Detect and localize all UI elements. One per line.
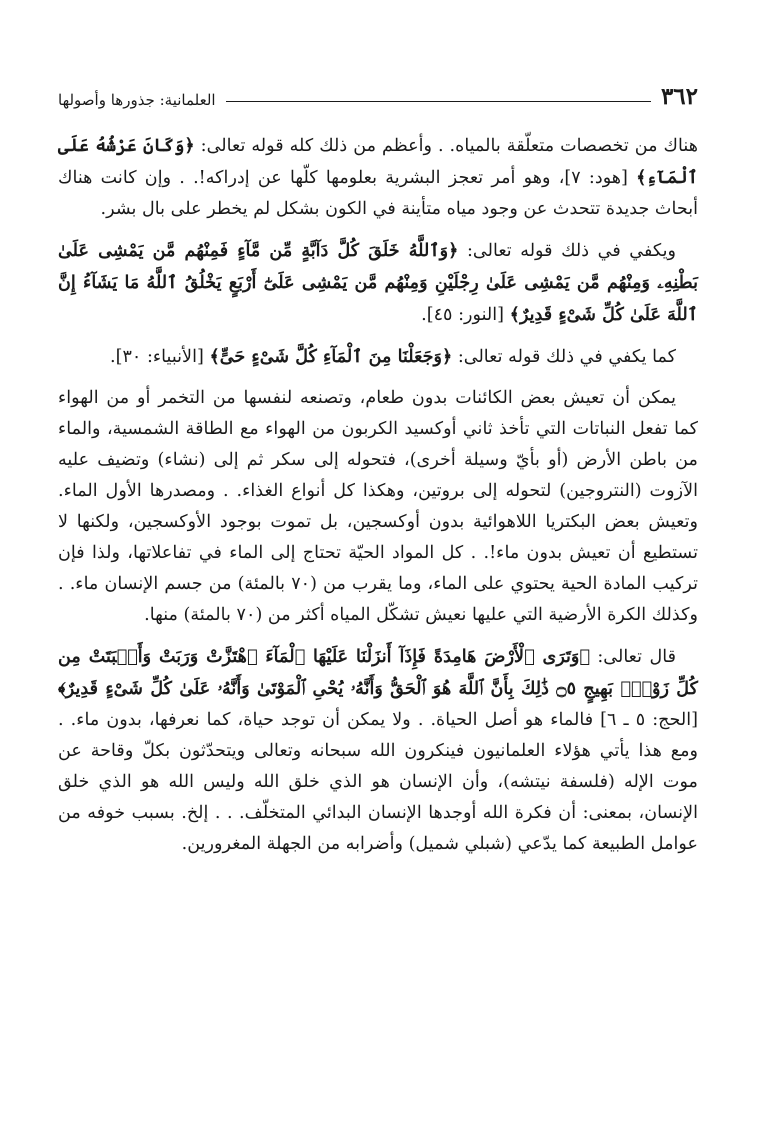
paragraph-1	[58, 130, 698, 225]
paragraph-2	[58, 235, 698, 331]
quran-verse: ﴿وَٱللَّهُ خَلَقَ كُلَّ دَآبَّةٍ مِّن مَّآءٍ فَمِنْهُم مَّن يَمْشِى عَلَىٰ بَطْنِهِۦ وَمِنْهُم مَّن يَمْشِى عَلَىٰ رِجْلَيْنِ وَمِنْهُم مَّن يَمْشِى عَلَىٰٓ أَرْبَعٍ يَخْلُقُ ٱللَّهُ مَا يَشَآءُ إِنَّ ٱللَّهَ عَلَىٰ كُلِّ شَىْءٍ قَدِيرٌ﴾	[58, 240, 698, 325]
page-number: ٣٦٢	[660, 83, 698, 110]
paragraph-text: [الأنبياء: ٣٠].	[110, 347, 210, 367]
quran-verse: ﴿وَكَانَ عَرْشُهُ عَلَى ٱلْمَآءِ﴾	[58, 135, 698, 188]
paragraph-5	[58, 641, 698, 860]
header-rule	[226, 101, 651, 102]
paragraph-text: ويكفي في ذلك قوله تعالى:	[458, 241, 676, 261]
paragraph-3	[58, 341, 698, 373]
quran-verse: ﴿وَتَرَى ٱلْأَرْضَ هَامِدَةً فَإِذَآ أَنزَلْنَا عَلَيْهَا ٱلْمَآءَ ٱهْتَزَّتْ وَرَبَتْ وَأَنۢبَتَتْ مِن كُلِّ زَوْجٍۭ بَهِيجٍ ۝٥ ذَٰلِكَ بِأَنَّ ٱللَّهَ هُوَ ٱلْحَقُّ وَأَنَّهُۥ يُحْىِ ٱلْمَوْتَىٰ وَأَنَّهُۥ عَلَىٰ كُلِّ شَىْءٍ قَدِيرٌ﴾	[58, 646, 698, 699]
running-title: العلمانية: جذورها وأصولها	[58, 91, 216, 109]
paragraph-4	[58, 383, 698, 631]
book-page	[58, 74, 698, 870]
paragraph-text: هناك من تخصصات متعلّقة بالمياه. . وأعظم من ذلك كله قوله تعالى:	[194, 136, 698, 156]
paragraph-text: [الحج: ٥ ـ ٦] فالماء هو أصل الحياة. . ولا يمكن أن توجد حياة، كما نعرفها، بدون ماء. . ومع هذا يأتي هؤلاء العلمانيون فينكرون الله سبحانه وتعالى ويتحدّثون بكلّ وقاحة عن موت الإله (فلسفة نيتشه)، وأن الإنسان هو الذي خلق الله وليس الله هو الذي خلق الإنسان، بمعنى: أن فكرة الله أوجدها الإنسان البدائي المتخلّف. . . إلخ. بسبب خوفه من عوامل الطبيعة كما يدّعي (شبلي شميل) وأضرابه من الجهلة المغرورين.	[58, 710, 698, 854]
paragraph-text: [هود: ٧]، وهو أمر تعجز البشرية بعلومها كلّها عن إدراكه!. . وإن كانت هناك أبحاث جديدة تتحدث عن وجود مياه متأينة في الكون بشكل لم يخطر على بال بشر.	[58, 168, 698, 219]
paragraph-text: كما يكفي في ذلك قوله تعالى:	[452, 347, 676, 367]
paragraph-text: قال تعالى:	[590, 647, 676, 667]
paragraph-text: [النور: ٤٥].	[421, 305, 510, 325]
paragraph-text: يمكن أن تعيش بعض الكائنات بدون طعام، وتصنعه لنفسها من التخمر أو من الهواء كما تفعل النباتات التي تأخذ ثاني أوكسيد الكربون من الهواء مع الطاقة الشمسية، والماء من باطن الأرض (أو بأيّ وسيلة أخرى)، فتحوله إلى سكر ثم إلى (نشاء) وتضيف عليه الآزوت (النتروجين) لتحوله إلى بروتين، وهكذا كل أنواع الغذاء. . ومصدرها الأول الماء. وتعيش بعض البكتريا اللاهوائية بدون أوكسجين، بل تموت بوجود الأوكسجين، ولكنها لا تستطيع أن تعيش بدون ماء!. . كل المواد الحيّة تحتاج إلى الماء في تفاعلاتها، ولذا فإن تركيب المادة الحية يحتوي على الماء، وما يقرب من (٧٠ بالمئة) من جسم الإنسان ماء. . وكذلك الكرة الأرضية التي عليها نعيش تشكّل المياه أكثر من (٧٠ بالمئة) منها.	[58, 388, 698, 625]
page-header	[58, 74, 698, 108]
quran-verse: ﴿وَجَعَلْنَا مِنَ ٱلْمَآءِ كُلَّ شَىْءٍ حَىٍّ﴾	[209, 346, 453, 367]
